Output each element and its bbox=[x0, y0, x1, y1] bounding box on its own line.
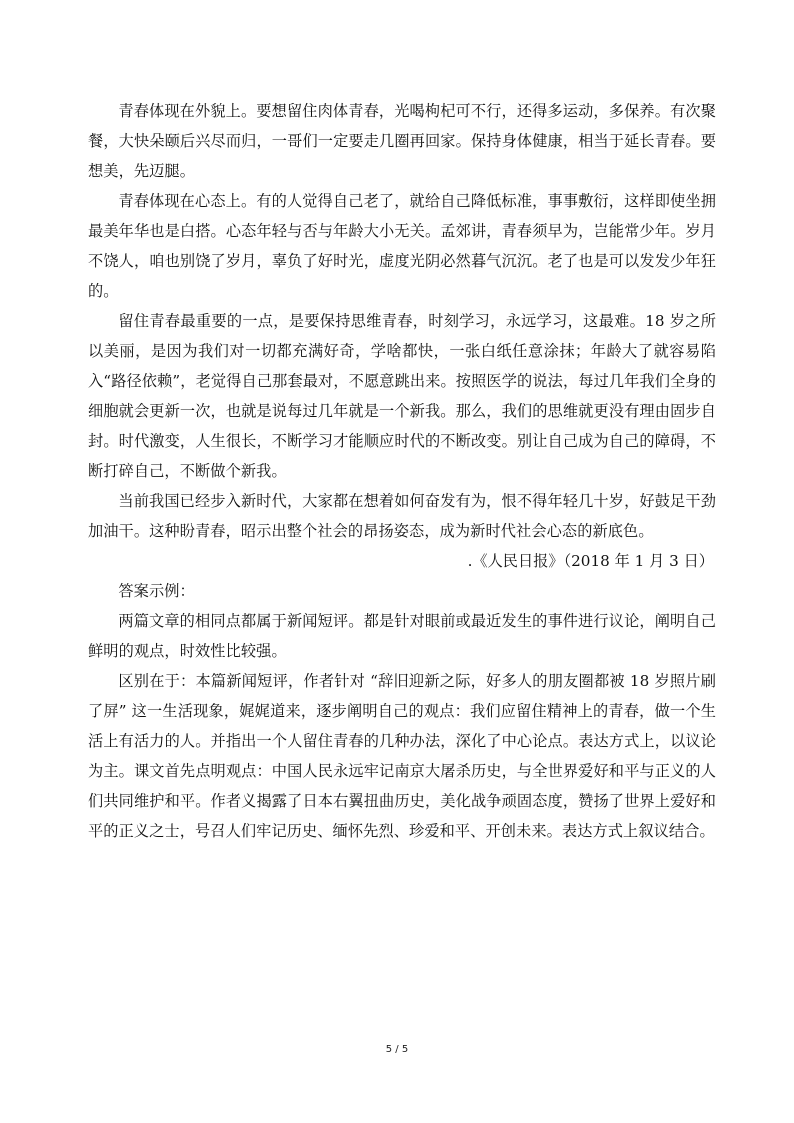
document-body bbox=[88, 96, 716, 846]
answer-heading: 答案示例： bbox=[118, 582, 195, 600]
page-number: 5 / 5 bbox=[385, 1044, 409, 1055]
answer-paragraph-2: 区别在于：本篇新闻短评，作者针对 “辞旧迎新之际，好多人的朋友圈都被 18 岁照片刷了屏” 这一生活现象，娓娓道来，逐步阐明自己的观点：我们应留住精神上的青春，做一个生活上有活力的人。并指出一个人留住青春的几种办法，深化了中心论点。表达方式上，以议论为主。课文首先点明观点：中国人民永远牢记南京大屠杀历史，与全世界爱好和平与正义的人们共同维护和平。作者义揭露了日本右翼扭曲历史，美化战争顽固态度，赞扬了世界上爱好和平的正义之士，号召人们牢记历史、缅怀先烈、珍爱和平、开创未来。表达方式上叙议结合。 bbox=[88, 672, 716, 840]
article-paragraph-2: 青春体现在心态上。有的人觉得自己老了，就给自己降低标准，事事敷衍，这样即使坐拥最美年华也是白搭。心态年轻与否与年龄大小无关。孟郊讲，青春须早为，岂能常少年。岁月不饶人，咱也别饶了岁月，辜负了好时光，虚度光阴必然暮气沉沉。老了也是可以发发少年狂的。 bbox=[88, 192, 716, 300]
answer-paragraph-1: 两篇文章的相同点都属于新闻短评。都是针对眼前或最近发生的事件进行议论，阐明自己鲜明的观点，时效性比较强。 bbox=[88, 612, 716, 660]
article-paragraph-3: 留住青春最重要的一点，是要保持思维青春，时刻学习，永远学习，这最难。18 岁之所以美丽，是因为我们对一切都充满好奇，学啥都快，一张白纸任意涂抹；年龄大了就容易陷入“路径依赖”，老觉得自己那套最对，不愿意跳出来。按照医学的说法，每过几年我们全身的细胞就会更新一次，也就是说每过几年就是一个新我。那么，我们的思维就更没有理由固步自封。时代激变，人生很长，不断学习才能顺应时代的不断改变。别让自己成为自己的障碍，不断打碎自己，不断做个新我。 bbox=[88, 312, 716, 480]
article-source: .《人民日报》（2018 年 1 月 3 日） bbox=[467, 552, 714, 570]
article-paragraph-1: 青春体现在外貌上。要想留住肉体青春，光喝枸杞可不行，还得多运动，多保养。有次聚餐，大快朵颐后兴尽而归，一哥们一定要走几圈再回家。保持身体健康，相当于延长青春。要想美，先迈腿。 bbox=[88, 102, 716, 180]
article-paragraph-4: 当前我国已经步入新时代，大家都在想着如何奋发有为，恨不得年轻几十岁，好鼓足干劲加油干。这种盼青春，昭示出整个社会的昂扬姿态，成为新时代社会心态的新底色。 bbox=[88, 492, 716, 540]
